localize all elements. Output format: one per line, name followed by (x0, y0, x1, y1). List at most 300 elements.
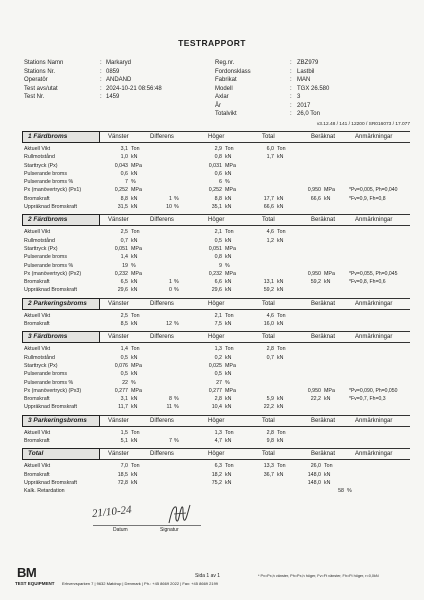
vanster-value: 0,7 (120, 237, 128, 244)
beraknat-value: 148,0 (307, 479, 321, 486)
info-value: Markaryd (106, 60, 132, 66)
row-label: Uppräknad Bromskraft (24, 404, 77, 411)
total-value: 13,1 (263, 279, 274, 286)
beraknat-value: 26,0 (310, 463, 321, 470)
differens-value: 1 (169, 195, 172, 202)
measurement-row (22, 379, 410, 387)
measurement-row (22, 170, 410, 178)
hoger-unit: kN (225, 154, 232, 161)
differens-value: 8 (169, 396, 172, 403)
brake-section (22, 415, 410, 446)
logo-text: TEST EQUIPMENT (15, 581, 55, 586)
vanster-value: 0,043 (114, 162, 128, 169)
info-separator: : (290, 85, 292, 92)
row-label: Aktuell Vikt (24, 146, 51, 152)
column-header-differens: Differens (150, 417, 174, 424)
row-label: Bromskraft (24, 471, 50, 478)
total-unit: kN (277, 154, 284, 161)
info-label: Stations Namn (24, 60, 64, 66)
beraknat-unit: kN (324, 279, 331, 286)
hoger-value: 8,8 (214, 195, 222, 202)
column-header-differens: Differens (150, 300, 174, 307)
measurement-row (22, 429, 410, 437)
measurement-row (22, 395, 410, 403)
info-row (215, 102, 405, 111)
differens-value: 12 (166, 321, 172, 328)
hoger-unit: MPa (225, 387, 236, 394)
section-rows (22, 343, 410, 411)
hoger-value: 1,3 (214, 429, 222, 436)
beraknat-value: 0,950 (307, 187, 321, 194)
logo-mark: BM (17, 565, 37, 580)
hoger-unit: kN (225, 438, 232, 445)
vanster-unit: Ton (131, 346, 140, 353)
hoger-value: 10,4 (211, 404, 222, 411)
vanster-unit: MPa (131, 387, 142, 394)
signature-line (93, 525, 201, 526)
hoger-unit: kN (225, 404, 232, 411)
row-label: Uppräknad Bromskraft (24, 287, 77, 294)
differens-unit: % (174, 321, 179, 328)
vanster-value: 8,5 (120, 321, 128, 328)
info-label: Test Nr. (24, 94, 45, 100)
info-label: Modell (215, 85, 233, 92)
hoger-value: 75,2 (211, 479, 222, 486)
vanster-unit: kN (131, 438, 138, 445)
column-header-differens: Differens (150, 217, 174, 224)
hoger-value: 0,8 (214, 154, 222, 161)
vanster-value: 5,1 (120, 438, 128, 445)
vanster-unit: kN (131, 170, 138, 177)
hoger-unit: kN (225, 321, 232, 328)
vanster-value: 19 (122, 262, 128, 269)
info-label: Fordonsklass (215, 68, 251, 75)
vanster-unit: MPa (131, 187, 142, 194)
measurement-row (22, 479, 410, 487)
hoger-value: 9 (219, 262, 222, 269)
info-separator: : (290, 111, 292, 117)
hoger-unit: kN (225, 204, 232, 211)
beraknat-unit: kN (324, 471, 331, 478)
vanster-unit: % (131, 262, 136, 269)
beraknat-unit: MPa (324, 270, 335, 277)
hoger-unit: kN (225, 237, 232, 244)
info-separator: : (290, 68, 292, 75)
hoger-unit: MPa (225, 162, 236, 169)
vanster-unit: kN (131, 479, 138, 486)
section-rows (22, 143, 410, 211)
page-number: Sida 1 av 1 (195, 573, 221, 579)
row-label: Starttryck (Px) (24, 362, 58, 369)
measurement-row (22, 403, 410, 411)
section-title: Total (22, 448, 100, 460)
hoger-unit: MPa (225, 270, 236, 277)
total-value: 4,6 (266, 312, 274, 319)
hoger-value: 0,5 (214, 371, 222, 378)
differens-unit: % (174, 279, 179, 286)
total-unit: kN (277, 204, 284, 211)
hoger-unit: kN (225, 354, 232, 361)
row-label: Px (manövertryck) (Px3) (24, 387, 82, 394)
hoger-value: 0,8 (214, 254, 222, 261)
vanster-unit: kN (131, 321, 138, 328)
column-header-hoger: Höger (208, 451, 225, 458)
vanster-unit: Ton (131, 312, 140, 319)
vanster-value: 3,1 (120, 146, 128, 152)
hoger-value: 2,9 (214, 146, 222, 152)
info-row (24, 59, 204, 68)
vanster-value: 6,5 (120, 279, 128, 286)
hoger-value: 0,5 (214, 237, 222, 244)
total-unit: kN (277, 195, 284, 202)
vanster-unit: MPa (131, 245, 142, 252)
hoger-value: 6 (219, 179, 222, 186)
vanster-value: 29,6 (117, 287, 128, 294)
measurement-row (22, 262, 410, 270)
info-separator: : (100, 77, 102, 83)
differens-value: 7 (169, 438, 172, 445)
vanster-value: 1,5 (120, 429, 128, 436)
measurement-row (22, 253, 410, 261)
info-value: 2017 (297, 102, 311, 109)
remark-text: *Fv=0,9, Fh=0,8 (349, 195, 386, 202)
column-header-beraknat: Beräknat (311, 134, 336, 140)
section-rows (22, 226, 410, 294)
measurement-row (22, 437, 410, 445)
hoger-value: 35,1 (211, 204, 222, 211)
column-header-vanster: Vänster (108, 451, 129, 458)
measurement-row (22, 387, 410, 395)
vanster-unit: Ton (131, 146, 140, 152)
vanster-value: 18,5 (117, 471, 128, 478)
row-label: Bromskraft (24, 438, 50, 445)
row-label: Uppräknad Bromskraft (24, 479, 77, 486)
beraknat-value: 0,950 (307, 387, 321, 394)
measurement-row (22, 320, 410, 328)
differens-unit: % (174, 287, 179, 294)
remark-text: *Pv=0,090, Ph=0,050 (349, 387, 398, 394)
total-value: 16,0 (263, 321, 274, 328)
handwritten-date: 21/10-24 (91, 503, 133, 520)
total-unit: kN (277, 354, 284, 361)
vanster-unit: MPa (131, 162, 142, 169)
measurement-row (22, 228, 410, 236)
differens-unit: % (174, 396, 179, 403)
section-title: 3 Parkeringsbroms (22, 415, 100, 427)
column-header-hoger: Höger (208, 334, 225, 341)
info-separator: : (100, 94, 102, 100)
differens-value: 11 (166, 404, 172, 411)
vanster-unit: kN (131, 404, 138, 411)
hoger-unit: MPa (225, 245, 236, 252)
beraknat-value: 59,2 (310, 279, 321, 286)
section-header (22, 448, 410, 460)
info-value: Lastbil (297, 68, 315, 75)
bm-logo (15, 566, 75, 592)
info-row (215, 68, 405, 77)
column-header-anmarkningar: Anmärkningar (355, 334, 393, 341)
total-unit: Ton (277, 463, 286, 470)
total-value: 36,7 (263, 471, 274, 478)
info-separator: : (100, 85, 102, 92)
column-header-total: Total (262, 134, 275, 140)
beraknat-unit: Ton (324, 463, 333, 470)
info-separator: : (100, 60, 102, 66)
hoger-unit: % (225, 379, 230, 386)
vanster-value: 11,7 (118, 404, 128, 411)
section-rows (22, 310, 410, 329)
vanster-unit: kN (131, 237, 138, 244)
differens-unit: % (174, 204, 179, 211)
measurement-row (22, 203, 410, 211)
column-header-vanster: Vänster (108, 134, 129, 140)
row-label: Kalk. Retardation (24, 488, 65, 495)
vanster-value: 1,4 (120, 254, 128, 261)
section-rows (22, 427, 410, 446)
vanster-value: 7,0 (120, 463, 128, 470)
section-title: 2 Färdbroms (22, 214, 100, 226)
report-title: TESTRAPPORT (178, 38, 246, 48)
vanster-unit: kN (131, 396, 138, 403)
row-label: Aktuell Vikt (24, 312, 51, 319)
vanster-unit: kN (131, 354, 138, 361)
beraknat-unit: % (347, 488, 352, 495)
measurement-row (22, 471, 410, 479)
measurement-row (22, 487, 410, 495)
total-value: 0,7 (266, 354, 274, 361)
brake-section (22, 298, 410, 329)
measurement-row (22, 195, 410, 203)
row-label: Rullmotstånd (24, 237, 55, 244)
info-row (215, 110, 405, 119)
total-unit: kN (277, 471, 284, 478)
total-unit: Ton (277, 429, 286, 436)
hoger-value: 29,6 (211, 287, 222, 294)
vanster-unit: Ton (131, 229, 140, 236)
measurement-row (22, 462, 410, 470)
info-separator: : (290, 102, 292, 109)
vanster-value: 3,1 (120, 396, 128, 403)
column-header-beraknat: Beräknat (311, 300, 336, 307)
info-label: Axlar (215, 94, 229, 100)
hoger-unit: Ton (225, 146, 234, 152)
section-title: 3 Färdbroms (22, 331, 100, 343)
row-label: Rullmotstånd (24, 354, 55, 361)
column-header-differens: Differens (150, 451, 174, 458)
beraknat-unit: kN (324, 396, 331, 403)
measurement-row (22, 178, 410, 186)
info-value: 0859 (106, 68, 120, 75)
column-header-anmarkningar: Anmärkningar (355, 417, 393, 424)
vanster-value: 0,051 (114, 245, 128, 252)
brake-section (22, 331, 410, 411)
hoger-unit: Ton (225, 429, 234, 436)
vanster-value: 1,0 (120, 154, 128, 161)
hoger-unit: kN (225, 170, 232, 177)
column-header-vanster: Vänster (108, 217, 129, 224)
hoger-unit: kN (225, 471, 232, 478)
info-label: År (215, 102, 221, 109)
hoger-value: 2,1 (214, 229, 222, 236)
differens-unit: % (174, 404, 179, 411)
beraknat-unit: MPa (324, 187, 335, 194)
measurement-row (22, 345, 410, 353)
info-value: 1459 (106, 94, 120, 100)
measurement-row (22, 370, 410, 378)
vanster-value: 2,5 (120, 229, 128, 236)
section-title: 2 Parkeringsbroms (22, 298, 100, 310)
vanster-unit: % (131, 379, 136, 386)
differens-value: 0 (169, 287, 172, 294)
software-version: v3.12.48 / 141 / 12200 / SR016073 / 17.077 (316, 122, 410, 127)
row-label: Pulserande broms % (24, 379, 74, 386)
total-unit: kN (277, 404, 284, 411)
beraknat-unit: kN (324, 195, 331, 202)
measurement-row (22, 286, 410, 294)
total-value: 66,6 (263, 204, 274, 211)
signature-mark (166, 502, 192, 526)
total-value: 4,6 (266, 229, 274, 236)
column-header-hoger: Höger (208, 417, 225, 424)
remark-text: *Pv=0,005, Ph=0,040 (349, 187, 398, 194)
hoger-value: 18,2 (211, 471, 222, 478)
info-value: TGX 26.580 (297, 85, 330, 92)
total-value: 2,8 (266, 429, 274, 436)
hoger-unit: kN (225, 371, 232, 378)
footnote: * Pv=Px,h vänster, Ph=Px,h höger, Fv=Ft vänster, Fh=Ft höger, r=0,0kN (258, 574, 379, 578)
column-header-hoger: Höger (208, 217, 225, 224)
info-value: ZBZ979 (297, 60, 319, 66)
hoger-unit: Ton (225, 312, 234, 319)
measurement-row (22, 278, 410, 286)
hoger-value: 0,252 (208, 187, 222, 194)
total-value: 13,3 (263, 463, 274, 470)
vanster-value: 7 (125, 179, 128, 186)
vehicle-info (215, 59, 405, 119)
column-header-anmarkningar: Anmärkningar (355, 134, 393, 140)
vanster-unit: Ton (131, 429, 140, 436)
vanster-value: 72,8 (117, 479, 128, 486)
measurement-row (22, 312, 410, 320)
vanster-value: 0,6 (120, 170, 128, 177)
remark-text: *Fv=0,7, Fh=0,3 (349, 396, 386, 403)
section-header (22, 131, 410, 143)
beraknat-unit: MPa (324, 387, 335, 394)
row-label: Bromskraft (24, 396, 50, 403)
info-row (24, 85, 204, 94)
column-header-anmarkningar: Anmärkningar (355, 217, 393, 224)
column-header-differens: Differens (150, 134, 174, 140)
measurement-row (22, 153, 410, 161)
info-separator: : (290, 60, 292, 66)
differens-unit: % (174, 438, 179, 445)
column-header-anmarkningar: Anmärkningar (355, 300, 393, 307)
row-label: Uppräknad Bromskraft (24, 204, 77, 211)
total-value: 5,9 (266, 396, 274, 403)
vanster-unit: kN (131, 471, 138, 478)
differens-value: 1 (169, 279, 172, 286)
measurement-row (22, 270, 410, 278)
beraknat-value: 148,0 (307, 471, 321, 478)
info-row (215, 76, 405, 85)
measurement-row (22, 186, 410, 194)
info-separator: : (100, 68, 102, 75)
column-header-total: Total (262, 451, 275, 458)
total-unit: kN (277, 321, 284, 328)
info-row (215, 93, 405, 102)
total-unit: Ton (277, 146, 286, 152)
info-row (24, 68, 204, 77)
vanster-unit: kN (131, 371, 138, 378)
hoger-unit: MPa (225, 362, 236, 369)
measurement-row (22, 237, 410, 245)
brake-section (22, 214, 410, 294)
total-value: 59,2 (263, 287, 274, 294)
row-label: Aktuell Vikt (24, 346, 51, 353)
hoger-value: 2,1 (214, 312, 222, 319)
vanster-value: 0,5 (120, 371, 128, 378)
hoger-unit: kN (225, 254, 232, 261)
vanster-value: 22 (122, 379, 128, 386)
total-value: 6,0 (266, 146, 274, 152)
vanster-unit: MPa (131, 362, 142, 369)
total-unit: Ton (277, 312, 286, 319)
vanster-value: 1,4 (120, 346, 128, 353)
hoger-unit: kN (225, 287, 232, 294)
remark-text: *Pv=0,055, Ph=0,045 (349, 270, 398, 277)
hoger-value: 7,5 (214, 321, 222, 328)
column-header-hoger: Höger (208, 134, 225, 140)
brake-test-sections (22, 131, 410, 496)
section-title: 1 Färdbroms (22, 131, 100, 143)
column-header-anmarkningar: Anmärkningar (355, 451, 393, 458)
hoger-value: 0,2 (214, 354, 222, 361)
row-label: Aktuell Vikt (24, 463, 51, 470)
info-row (215, 85, 405, 94)
total-unit: kN (277, 237, 284, 244)
section-header (22, 331, 410, 343)
vanster-unit: MPa (131, 270, 142, 277)
row-label: Px (manövertryck) (Px2) (24, 270, 82, 277)
hoger-unit: Ton (225, 229, 234, 236)
info-label: Totalvikt (215, 111, 237, 117)
vanster-value: 0,076 (114, 362, 128, 369)
vanster-unit: kN (131, 154, 138, 161)
hoger-value: 6,3 (214, 463, 222, 470)
hoger-value: 0,051 (208, 245, 222, 252)
row-label: Pulserande broms % (24, 179, 74, 186)
measurement-row (22, 354, 410, 362)
info-row (24, 76, 204, 85)
total-unit: Ton (277, 346, 286, 353)
differens-value: 10 (166, 204, 172, 211)
hoger-value: 0,6 (214, 170, 222, 177)
vanster-value: 8,8 (120, 195, 128, 202)
beraknat-value: 22,2 (310, 396, 321, 403)
row-label: Aktuell Vikt (24, 229, 51, 236)
vanster-value: 2,5 (120, 312, 128, 319)
section-header (22, 415, 410, 427)
brake-section (22, 131, 410, 211)
total-value: 1,2 (266, 237, 274, 244)
station-info (24, 59, 204, 102)
column-header-vanster: Vänster (108, 300, 129, 307)
row-label: Px (manövertryck) (Px1) (24, 187, 82, 194)
total-unit: kN (277, 287, 284, 294)
info-label: Fabrikat (215, 77, 237, 83)
info-label: Stations Nr. (24, 68, 56, 75)
row-label: Starttryck (Px) (24, 245, 58, 252)
